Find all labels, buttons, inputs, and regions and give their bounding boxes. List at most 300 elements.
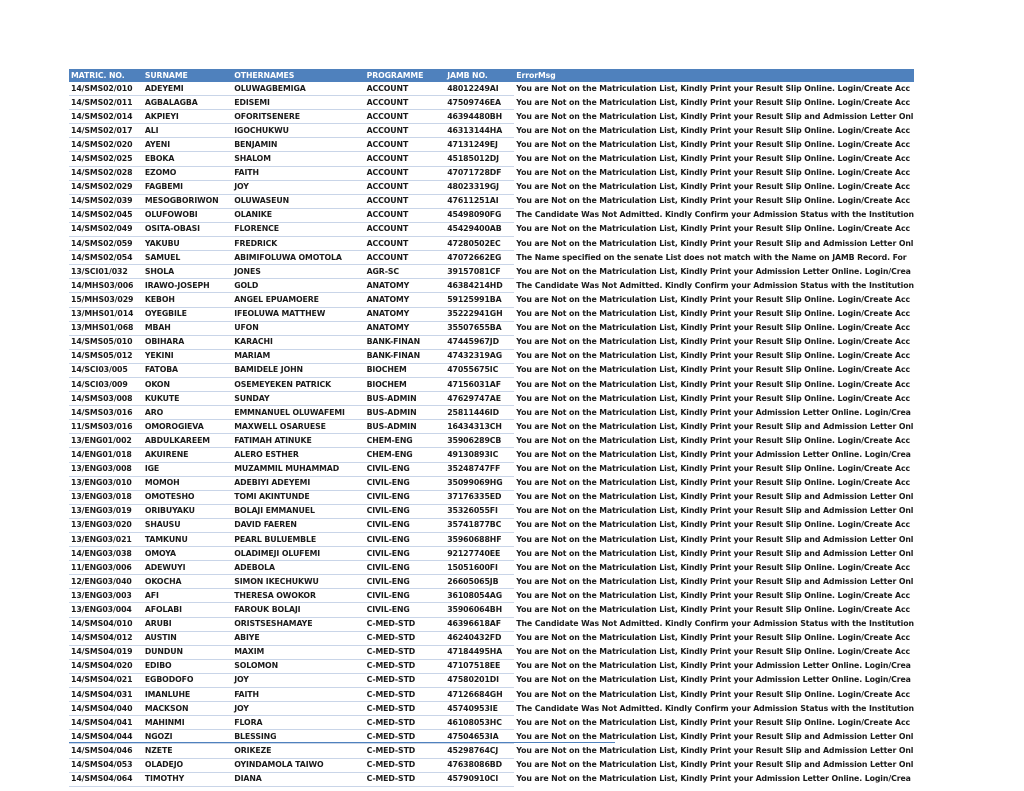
- cell-othernames: OLADIMEJI OLUFEMI: [232, 547, 364, 561]
- cell-jamb-no: 45298764CJ: [445, 744, 514, 758]
- cell-matric-no: 14/SMS02/017: [69, 124, 143, 138]
- cell-othernames: FAROUK BOLAJI: [232, 603, 364, 617]
- table-row: [69, 82, 914, 96]
- cell-matric-no: 14/ENG01/018: [69, 448, 143, 462]
- cell-surname: MESOGBORIWON: [143, 194, 232, 208]
- cell-surname: ABDULKAREEM: [143, 434, 232, 448]
- cell-errormsg: You are Not on the Matriculation List, Kindly Print your Result Slip Online. Login/Create Acc: [516, 435, 911, 445]
- table-row: [69, 617, 914, 631]
- cell-matric-no: 13/MHS01/014: [69, 307, 143, 321]
- cell-matric-no: 14/SMS02/025: [69, 152, 143, 166]
- table-row: [69, 589, 914, 603]
- cell-surname: MOMOH: [143, 476, 232, 490]
- cell-errormsg: The Name specified on the senate List does not match with the Name on JAMB Record. For: [516, 252, 907, 262]
- cell-jamb-no: 47611251AI: [445, 194, 514, 208]
- table-row: [69, 237, 914, 251]
- table-row: [69, 349, 914, 363]
- cell-errormsg: The Candidate Was Not Admitted. Kindly Confirm your Admission Status with the Institution: [516, 619, 914, 629]
- cell-programme: BUS-ADMIN: [365, 420, 446, 434]
- cell-matric-no: 14/SMS02/028: [69, 166, 143, 180]
- cell-othernames: IGOCHUKWU: [232, 124, 364, 138]
- cell-programme: C-MED-STD: [365, 645, 446, 659]
- cell-surname: YEKINI: [143, 349, 232, 363]
- cell-programme: CHEM-ENG: [365, 448, 446, 462]
- table-row: [69, 279, 914, 293]
- cell-othernames: FLORENCE: [232, 222, 364, 236]
- cell-othernames: ADEBIYI ADEYEMI: [232, 476, 364, 490]
- table-header-row: [69, 69, 914, 82]
- cell-jamb-no: 45790910CI: [445, 772, 514, 786]
- cell-matric-no: 14/SMS04/046: [69, 744, 143, 758]
- cell-programme: C-MED-STD: [365, 617, 446, 631]
- cell-matric-no: 13/ENG03/021: [69, 533, 143, 547]
- cell-othernames: OFORITSENERE: [232, 110, 364, 124]
- table-row: [69, 716, 914, 730]
- cell-errormsg: You are Not on the Matriculation List, Kindly Print your Result Slip and Admission Letter Onl: [516, 238, 914, 248]
- cell-jamb-no: 92127740EE: [445, 547, 514, 561]
- cell-matric-no: 14/ENG03/038: [69, 547, 143, 561]
- cell-othernames: FREDRICK: [232, 237, 364, 251]
- cell-othernames: SUNDAY: [232, 392, 364, 406]
- cell-jamb-no: 25811446ID: [445, 406, 514, 420]
- cell-othernames: EMMNANUEL OLUWAFEMI: [232, 406, 364, 420]
- table-row: [69, 363, 914, 377]
- cell-programme: BUS-ADMIN: [365, 406, 446, 420]
- cell-errormsg: You are Not on the Matriculation List, Kindly Print your Result Slip Online. Login/Create Acc: [516, 379, 911, 389]
- cell-othernames: BAMIDELE JOHN: [232, 363, 364, 377]
- cell-programme: AGR-SC: [365, 265, 446, 279]
- cell-programme: ACCOUNT: [365, 222, 446, 236]
- cell-othernames: SIMON IKECHUKWU: [232, 575, 364, 589]
- cell-errormsg: You are Not on the Matriculation List, Kindly Print your Result Slip Online. Login/Create Acc: [516, 520, 911, 530]
- cell-errormsg: You are Not on the Matriculation List, Kindly Print your Result Slip Online. Login/Create Acc: [516, 351, 911, 361]
- cell-othernames: ALERO ESTHER: [232, 448, 364, 462]
- cell-othernames: ANGEL EPUAMOERE: [232, 293, 364, 307]
- cell-errormsg: You are Not on the Matriculation List, Kindly Print your Result Slip Online. Login/Create Acc: [516, 182, 911, 192]
- cell-errormsg: You are Not on the Matriculation List, Kindly Print your Admission Letter Online. Login/Crea: [516, 407, 911, 417]
- cell-jamb-no: 46384214HD: [445, 279, 514, 293]
- cell-surname: OLADEJO: [143, 758, 232, 772]
- cell-surname: KUKUTE: [143, 392, 232, 406]
- cell-jamb-no: 35906289CB: [445, 434, 514, 448]
- cell-surname: AYENI: [143, 138, 232, 152]
- cell-jamb-no: 45429400AB: [445, 222, 514, 236]
- cell-matric-no: 14/SMS04/031: [69, 688, 143, 702]
- cell-errormsg: You are Not on the Matriculation List, Kindly Print your Result Slip Online. Login/Create Acc: [516, 168, 911, 178]
- cell-othernames: OSEMEYEKEN PATRICK: [232, 377, 364, 391]
- cell-programme: BUS-ADMIN: [365, 392, 446, 406]
- cell-othernames: BENJAMIN: [232, 138, 364, 152]
- cell-othernames: ABIYE: [232, 631, 364, 645]
- table-row: [69, 208, 914, 222]
- cell-othernames: DIANA: [232, 772, 364, 786]
- cell-errormsg: You are Not on the Matriculation List, Kindly Print your Admission Letter Online. Login/Crea: [516, 675, 911, 685]
- cell-jamb-no: 45498090FG: [445, 208, 514, 222]
- cell-surname: IGE: [143, 462, 232, 476]
- cell-matric-no: 14/SMS05/010: [69, 335, 143, 349]
- cell-matric-no: 14/SMS04/053: [69, 758, 143, 772]
- cell-othernames: ABIMIFOLUWA OMOTOLA: [232, 251, 364, 265]
- table-row: [69, 307, 914, 321]
- cell-matric-no: 13/ENG03/003: [69, 589, 143, 603]
- cell-errormsg: You are Not on the Matriculation List, Kindly Print your Result Slip Online. Login/Create Acc: [516, 689, 911, 699]
- table-row: [69, 138, 914, 152]
- table-row: [69, 659, 914, 673]
- cell-programme: C-MED-STD: [365, 702, 446, 716]
- table-row: [69, 547, 914, 561]
- cell-surname: MBAH: [143, 321, 232, 335]
- cell-programme: CHEM-ENG: [365, 434, 446, 448]
- cell-jamb-no: 47638086BD: [445, 758, 514, 772]
- cell-surname: IRAWO-JOSEPH: [143, 279, 232, 293]
- cell-errormsg: You are Not on the Matriculation List, Kindly Print your Result Slip Online. Login/Create Acc: [516, 633, 911, 643]
- cell-matric-no: 14/SMS03/016: [69, 406, 143, 420]
- cell-errormsg: You are Not on the Matriculation List, Kindly Print your Result Slip Online. Login/Create Acc: [516, 647, 911, 657]
- cell-errormsg: You are Not on the Matriculation List, Kindly Print your Result Slip Online. Login/Create Acc: [516, 196, 911, 206]
- cell-errormsg: You are Not on the Matriculation List, Kindly Print your Result Slip Online. Login/Create Acc: [516, 605, 911, 615]
- table-row: [69, 448, 914, 462]
- cell-programme: ANATOMY: [365, 307, 446, 321]
- cell-matric-no: 14/SMS02/010: [69, 82, 143, 96]
- cell-surname: AGBALAGBA: [143, 96, 232, 110]
- cell-errormsg: You are Not on the Matriculation List, Kindly Print your Result Slip Online. Login/Create Acc: [516, 323, 911, 333]
- table-row: [69, 392, 914, 406]
- cell-matric-no: 14/SMS04/021: [69, 673, 143, 687]
- cell-matric-no: 13/ENG01/002: [69, 434, 143, 448]
- cell-programme: BANK-FINAN: [365, 349, 446, 363]
- cell-programme: CIVIL-ENG: [365, 476, 446, 490]
- cell-matric-no: 14/SMS02/054: [69, 251, 143, 265]
- cell-programme: C-MED-STD: [365, 758, 446, 772]
- table-row: [69, 631, 914, 645]
- cell-surname: AFI: [143, 589, 232, 603]
- cell-programme: CIVIL-ENG: [365, 575, 446, 589]
- table-row: [69, 575, 914, 589]
- table-row: [69, 476, 914, 490]
- cell-programme: BIOCHEM: [365, 377, 446, 391]
- cell-othernames: JOY: [232, 673, 364, 687]
- table-row: [69, 166, 914, 180]
- cell-jamb-no: 35741877BC: [445, 518, 514, 532]
- cell-jamb-no: 46108053HC: [445, 716, 514, 730]
- cell-othernames: ADEBOLA: [232, 561, 364, 575]
- table-row: [69, 110, 914, 124]
- cell-programme: ACCOUNT: [365, 237, 446, 251]
- cell-errormsg: You are Not on the Matriculation List, Kindly Print your Result Slip Online. Login/Create Acc: [516, 294, 911, 304]
- cell-surname: IMANLUHE: [143, 688, 232, 702]
- cell-jamb-no: 46240432FD: [445, 631, 514, 645]
- cell-programme: CIVIL-ENG: [365, 603, 446, 617]
- cell-programme: ACCOUNT: [365, 180, 446, 194]
- cell-surname: AKUIRENE: [143, 448, 232, 462]
- cell-programme: ANATOMY: [365, 293, 446, 307]
- cell-surname: OMOROGIEVA: [143, 420, 232, 434]
- column-header-errormsg: ErrorMsg: [514, 69, 914, 82]
- cell-matric-no: 14/MHS03/006: [69, 279, 143, 293]
- error-report-table: [69, 69, 914, 787]
- cell-surname: FATOBA: [143, 363, 232, 377]
- cell-othernames: DAVID FAEREN: [232, 518, 364, 532]
- cell-surname: ADEYEMI: [143, 82, 232, 96]
- table-row: [69, 152, 914, 166]
- cell-matric-no: 14/SMS02/059: [69, 237, 143, 251]
- cell-jamb-no: 35326055FI: [445, 504, 514, 518]
- cell-othernames: UFON: [232, 321, 364, 335]
- cell-surname: OBIHARA: [143, 335, 232, 349]
- cell-matric-no: 14/SMS02/020: [69, 138, 143, 152]
- cell-programme: ACCOUNT: [365, 82, 446, 96]
- cell-surname: DUNDUN: [143, 645, 232, 659]
- table-row: [69, 293, 914, 307]
- table-row: [69, 251, 914, 265]
- cell-programme: ANATOMY: [365, 321, 446, 335]
- cell-surname: OKON: [143, 377, 232, 391]
- cell-programme: CIVIL-ENG: [365, 490, 446, 504]
- cell-jamb-no: 47580201DI: [445, 673, 514, 687]
- cell-matric-no: 13/ENG03/020: [69, 518, 143, 532]
- table-row: [69, 533, 914, 547]
- table-row: [69, 194, 914, 208]
- table-row: [69, 688, 914, 702]
- cell-surname: ALI: [143, 124, 232, 138]
- cell-programme: ANATOMY: [365, 279, 446, 293]
- cell-surname: EBOKA: [143, 152, 232, 166]
- cell-programme: CIVIL-ENG: [365, 518, 446, 532]
- cell-surname: OYEGBILE: [143, 307, 232, 321]
- cell-surname: EZOMO: [143, 166, 232, 180]
- table-row: [69, 702, 914, 716]
- cell-errormsg: You are Not on the Matriculation List, Kindly Print your Result Slip Online. Login/Create Acc: [516, 337, 911, 347]
- cell-errormsg: You are Not on the Matriculation List, Kindly Print your Result Slip Online. Login/Create Acc: [516, 83, 911, 93]
- cell-matric-no: 14/SMS04/041: [69, 716, 143, 730]
- table-row: [69, 434, 914, 448]
- cell-errormsg: You are Not on the Matriculation List, Kindly Print your Result Slip and Admission Letter Onl: [516, 745, 914, 755]
- cell-programme: ACCOUNT: [365, 194, 446, 208]
- cell-surname: EDIBO: [143, 659, 232, 673]
- cell-matric-no: 14/SMS04/020: [69, 659, 143, 673]
- cell-jamb-no: 35960688HF: [445, 533, 514, 547]
- cell-errormsg: You are Not on the Matriculation List, Kindly Print your Result Slip Online. Login/Create Acc: [516, 590, 911, 600]
- table-row: [69, 561, 914, 575]
- cell-jamb-no: 49130893IC: [445, 448, 514, 462]
- cell-jamb-no: 45740953IE: [445, 702, 514, 716]
- cell-errormsg: You are Not on the Matriculation List, Kindly Print your Result Slip and Admission Letter Onl: [516, 111, 914, 121]
- cell-programme: CIVIL-ENG: [365, 504, 446, 518]
- cell-othernames: OLUWAGBEMIGA: [232, 82, 364, 96]
- cell-errormsg: The Candidate Was Not Admitted. Kindly Confirm your Admission Status with the Institution: [516, 210, 914, 220]
- cell-othernames: MUZAMMIL MUHAMMAD: [232, 462, 364, 476]
- cell-jamb-no: 47509746EA: [445, 96, 514, 110]
- cell-othernames: THERESA OWOKOR: [232, 589, 364, 603]
- cell-programme: CIVIL-ENG: [365, 533, 446, 547]
- cell-errormsg: You are Not on the Matriculation List, Kindly Print your Result Slip and Admission Letter Onl: [516, 506, 914, 516]
- cell-errormsg: The Candidate Was Not Admitted. Kindly Confirm your Admission Status with the Institution: [516, 703, 914, 713]
- cell-surname: AKPIEYI: [143, 110, 232, 124]
- cell-surname: MACKSON: [143, 702, 232, 716]
- table-row: [69, 222, 914, 236]
- cell-jamb-no: 47107518EE: [445, 659, 514, 673]
- cell-jamb-no: 26605065JB: [445, 575, 514, 589]
- table-row: [69, 377, 914, 391]
- table-row: [69, 673, 914, 687]
- cell-errormsg: You are Not on the Matriculation List, Kindly Print your Result Slip and Admission Letter Onl: [516, 576, 914, 586]
- cell-errormsg: You are Not on the Matriculation List, Kindly Print your Result Slip Online. Login/Create Acc: [516, 717, 911, 727]
- column-header-matric-no: MATRIC. NO.: [69, 69, 143, 82]
- cell-jamb-no: 47126684GH: [445, 688, 514, 702]
- cell-jamb-no: 47072662EG: [445, 251, 514, 265]
- table-row: [69, 96, 914, 110]
- table-row: [69, 744, 914, 758]
- cell-surname: OKOCHA: [143, 575, 232, 589]
- cell-jamb-no: 16434313CH: [445, 420, 514, 434]
- cell-othernames: KARACHI: [232, 335, 364, 349]
- cell-errormsg: You are Not on the Matriculation List, Kindly Print your Admission Letter Online. Login/Crea: [516, 266, 911, 276]
- cell-surname: ADEWUYI: [143, 561, 232, 575]
- cell-surname: OSITA-OBASI: [143, 222, 232, 236]
- cell-errormsg: You are Not on the Matriculation List, Kindly Print your Result Slip and Admission Letter Onl: [516, 548, 914, 558]
- cell-errormsg: You are Not on the Matriculation List, Kindly Print your Result Slip and Admission Letter Onl: [516, 421, 914, 431]
- cell-programme: C-MED-STD: [365, 659, 446, 673]
- cell-othernames: BLESSING: [232, 730, 364, 744]
- cell-matric-no: 14/SMS04/019: [69, 645, 143, 659]
- cell-programme: ACCOUNT: [365, 152, 446, 166]
- cell-programme: C-MED-STD: [365, 744, 446, 758]
- cell-surname: KEBOH: [143, 293, 232, 307]
- cell-programme: ACCOUNT: [365, 110, 446, 124]
- cell-jamb-no: 45185012DJ: [445, 152, 514, 166]
- table-row: [69, 603, 914, 617]
- cell-surname: SHOLA: [143, 265, 232, 279]
- cell-programme: ACCOUNT: [365, 96, 446, 110]
- cell-matric-no: 14/SMS05/012: [69, 349, 143, 363]
- cell-surname: ARUBI: [143, 617, 232, 631]
- cell-othernames: JOY: [232, 180, 364, 194]
- table-row: [69, 518, 914, 532]
- cell-programme: ACCOUNT: [365, 208, 446, 222]
- cell-errormsg: You are Not on the Matriculation List, Kindly Print your Result Slip Online. Login/Create Acc: [516, 97, 911, 107]
- cell-errormsg: You are Not on the Matriculation List, Kindly Print your Result Slip Online. Login/Create Acc: [516, 224, 911, 234]
- cell-othernames: SHALOM: [232, 152, 364, 166]
- cell-programme: C-MED-STD: [365, 716, 446, 730]
- cell-othernames: OYINDAMOLA TAIWO: [232, 758, 364, 772]
- cell-othernames: PEARL BULUEMBLE: [232, 533, 364, 547]
- cell-programme: BANK-FINAN: [365, 335, 446, 349]
- table-row: [69, 406, 914, 420]
- cell-jamb-no: 37176335ED: [445, 490, 514, 504]
- table-row: [69, 462, 914, 476]
- cell-jamb-no: 47184495HA: [445, 645, 514, 659]
- cell-errormsg: You are Not on the Matriculation List, Kindly Print your Result Slip Online. Login/Create Acc: [516, 125, 911, 135]
- cell-othernames: BOLAJI EMMANUEL: [232, 504, 364, 518]
- cell-matric-no: 15/MHS03/029: [69, 293, 143, 307]
- cell-errormsg: You are Not on the Matriculation List, Kindly Print your Result Slip Online. Login/Create Acc: [516, 478, 911, 488]
- cell-errormsg: You are Not on the Matriculation List, Kindly Print your Result Slip Online. Login/Create Acc: [516, 154, 911, 164]
- cell-programme: C-MED-STD: [365, 631, 446, 645]
- cell-errormsg: You are Not on the Matriculation List, Kindly Print your Result Slip Online. Login/Create Acc: [516, 139, 911, 149]
- cell-jamb-no: 47156031AF: [445, 377, 514, 391]
- cell-programme: CIVIL-ENG: [365, 462, 446, 476]
- cell-errormsg: You are Not on the Matriculation List, Kindly Print your Admission Letter Online. Login/Crea: [516, 661, 911, 671]
- cell-othernames: EDISEMI: [232, 96, 364, 110]
- cell-surname: TIMOTHY: [143, 772, 232, 786]
- column-header-othernames: OTHERNAMES: [232, 69, 364, 82]
- cell-jamb-no: 47432319AG: [445, 349, 514, 363]
- table-row: [69, 321, 914, 335]
- table-row: [69, 265, 914, 279]
- cell-jamb-no: 46394480BH: [445, 110, 514, 124]
- cell-othernames: GOLD: [232, 279, 364, 293]
- cell-matric-no: 14/SCI03/009: [69, 377, 143, 391]
- cell-errormsg: You are Not on the Matriculation List, Kindly Print your Admission Letter Online. Login/Crea: [516, 774, 911, 784]
- cell-errormsg: You are Not on the Matriculation List, Kindly Print your Result Slip Online. Login/Create Acc: [516, 365, 911, 375]
- cell-surname: NGOZI: [143, 730, 232, 744]
- cell-programme: CIVIL-ENG: [365, 561, 446, 575]
- table-row: [69, 645, 914, 659]
- cell-jamb-no: 47629747AE: [445, 392, 514, 406]
- cell-errormsg: You are Not on the Matriculation List, Kindly Print your Result Slip and Admission Letter Onl: [516, 760, 914, 770]
- cell-programme: C-MED-STD: [365, 673, 446, 687]
- cell-othernames: FAITH: [232, 688, 364, 702]
- cell-othernames: MARIAM: [232, 349, 364, 363]
- cell-othernames: ORISTSESHAMAYE: [232, 617, 364, 631]
- cell-matric-no: 14/SMS02/011: [69, 96, 143, 110]
- cell-surname: EGBODOFO: [143, 673, 232, 687]
- table-row: [69, 730, 914, 744]
- table-row: [69, 772, 914, 786]
- table-row: [69, 420, 914, 434]
- table-row: [69, 504, 914, 518]
- cell-matric-no: 14/SMS02/039: [69, 194, 143, 208]
- cell-surname: FAGBEMI: [143, 180, 232, 194]
- cell-jamb-no: 46313144HA: [445, 124, 514, 138]
- cell-matric-no: 13/ENG03/018: [69, 490, 143, 504]
- cell-errormsg: You are Not on the Matriculation List, Kindly Print your Result Slip and Admission Letter Onl: [516, 492, 914, 502]
- cell-othernames: OLUWASEUN: [232, 194, 364, 208]
- cell-jamb-no: 59125991BA: [445, 293, 514, 307]
- cell-othernames: FAITH: [232, 166, 364, 180]
- cell-jamb-no: 35099069HG: [445, 476, 514, 490]
- cell-matric-no: 14/SMS04/044: [69, 730, 143, 744]
- cell-jamb-no: 47504653IA: [445, 730, 514, 744]
- cell-jamb-no: 35906064BH: [445, 603, 514, 617]
- cell-matric-no: 13/ENG03/010: [69, 476, 143, 490]
- cell-programme: C-MED-STD: [365, 772, 446, 786]
- cell-errormsg: You are Not on the Matriculation List, Kindly Print your Result Slip and Admission Letter Onl: [516, 731, 914, 741]
- cell-programme: C-MED-STD: [365, 688, 446, 702]
- cell-jamb-no: 35248747FF: [445, 462, 514, 476]
- cell-surname: OLUFOWOBI: [143, 208, 232, 222]
- column-header-programme: PROGRAMME: [365, 69, 446, 82]
- table-row: [69, 124, 914, 138]
- spreadsheet-page: [69, 69, 914, 787]
- cell-jamb-no: 35222941GH: [445, 307, 514, 321]
- cell-othernames: TOMI AKINTUNDE: [232, 490, 364, 504]
- cell-programme: ACCOUNT: [365, 251, 446, 265]
- cell-matric-no: 14/SMS04/012: [69, 631, 143, 645]
- cell-othernames: JONES: [232, 265, 364, 279]
- cell-jamb-no: 39157081CF: [445, 265, 514, 279]
- cell-matric-no: 14/SMS04/040: [69, 702, 143, 716]
- cell-errormsg: You are Not on the Matriculation List, Kindly Print your Result Slip and Admission Letter Onl: [516, 534, 914, 544]
- cell-surname: YAKUBU: [143, 237, 232, 251]
- cell-matric-no: 14/SMS02/045: [69, 208, 143, 222]
- cell-othernames: MAXIM: [232, 645, 364, 659]
- cell-othernames: FATIMAH ATINUKE: [232, 434, 364, 448]
- cell-othernames: ORIKEZE: [232, 744, 364, 758]
- cell-surname: NZETE: [143, 744, 232, 758]
- cell-matric-no: 13/MHS01/068: [69, 321, 143, 335]
- cell-surname: SAMUEL: [143, 251, 232, 265]
